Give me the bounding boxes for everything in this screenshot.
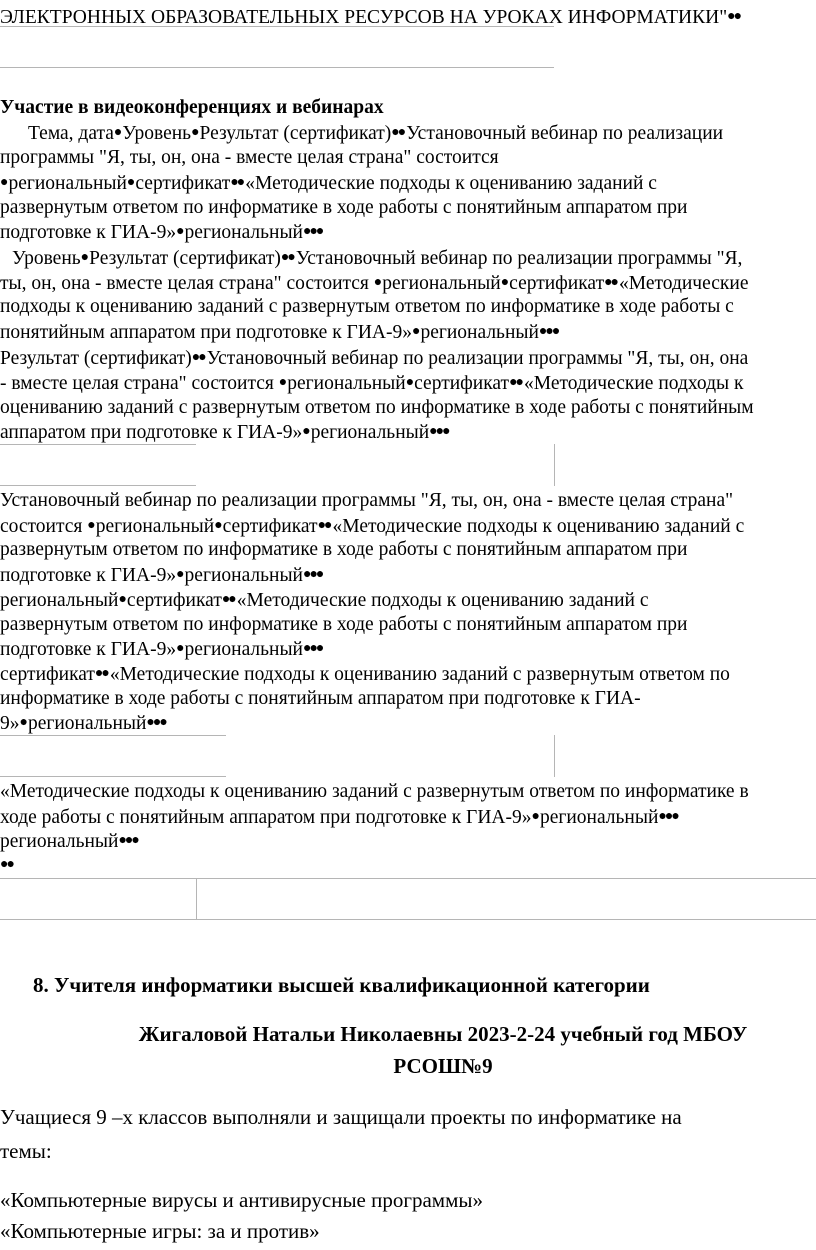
text-line: подготовке к ГИА-9»● региональный●●● [0,639,323,660]
text-line: развернутым ответом по информатике в ходе работы с понятийным аппаратом при [0,614,688,635]
text-line: ● региональный● сертификат●● «Методические подходы к оцениванию заданий с [0,173,657,194]
text-line: ходе работы с понятийным аппаратом при подготовке к ГИА-9»● региональный●●● [0,807,678,828]
table-rule [0,444,196,445]
table-rule [196,878,197,919]
heading-subtitle: Жигаловой Натальи Николаевны 2023-2-24 учебный год МБОУ [138,1022,748,1046]
text-line: развернутым ответом по информатике в ходе работы с понятийным аппаратом при [0,197,688,218]
text-line: региональный●●● [0,831,138,852]
text-line: сертификат●● «Методические подходы к оцениванию заданий с развернутым ответом по [0,664,730,685]
text-line: оцениванию заданий с развернутым ответом по информатике в ходе работы с понятийным [0,397,754,418]
project-title: «Компьютерные игры: за и против» [0,1219,320,1243]
text-line: ●● [0,857,13,872]
section-heading: Участие в видеоконференциях и вебинарах [0,97,384,118]
text-line: «Методические подходы к оцениванию заданий с развернутым ответом по информатике в [0,781,749,802]
text-line: Установочный вебинар по реализации программы "Я, ты, он, она - вместе целая страна" [0,490,734,511]
table-rule [0,67,554,68]
table-rule [0,919,816,920]
text-line: состоится ● региональный● сертификат●● «Методические подходы к оцениванию заданий с [0,516,745,537]
numbered-heading: 8. Учителя информатики высшей квалификационной категории [33,973,650,997]
heading-subtitle: РСОШ№9 [393,1054,493,1078]
text-line: региональный● сертификат●● «Методические подходы к оцениванию заданий с [0,590,649,611]
paragraph: темы: [0,1139,52,1163]
table-rule [554,735,555,777]
text-line: ты, он, она - вместе целая страна" состоится ● региональный● сертификат●● «Методические [0,273,749,294]
table-rule [0,735,226,736]
text-line: подготовке к ГИА-9»● региональный●●● [0,565,323,586]
bullet-mark: ●● [727,9,741,24]
paragraph: Учащиеся 9 –х классов выполняли и защищали проекты по информатике на [0,1105,682,1129]
text-line: Результат (сертификат)●● Установочный вебинар по реализации программы "Я, ты, он, она [0,348,749,369]
text-line: - вместе целая страна" состоится ● региональный● сертификат●● «Методические подходы к [0,373,744,394]
text-line: 9»● региональный●●● [0,713,166,734]
text-line: программы "Я, ты, он, она - вместе целая страна" состоится [0,147,499,168]
project-title: «Компьютерные вирусы и антивирусные программы» [0,1188,483,1212]
text-line: подготовке к ГИА-9»● региональный●●● [0,222,323,243]
text-line: Тема, дата● Уровень● Результат (сертификат)●● Установочный вебинар по реализации [28,123,724,144]
table-rule [0,878,816,879]
text-line: понятийным аппаратом при подготовке к ГИА-9»● региональный●●● [0,322,559,343]
text-line: информатике в ходе работы с понятийным аппаратом при подготовке к ГИА- [0,688,641,709]
table-rule [0,776,226,777]
table-rule [0,26,554,27]
text-line: аппаратом при подготовке к ГИА-9»● региональный●●● [0,422,449,443]
table-rule [0,485,196,486]
text-line: развернутым ответом по информатике в ходе работы с понятийным аппаратом при [0,539,688,560]
text-line: подходы к оцениванию заданий с развернутым ответом по информатике в ходе работы с [0,296,734,317]
document-top-title: ЭЛЕКТРОННЫХ ОБРАЗОВАТЕЛЬНЫХ РЕСУРСОВ НА УРОКАХ ИНФОРМАТИКИ"●● [0,7,741,28]
table-rule [554,444,555,486]
text-line: Уровень● Результат (сертификат)●● Установочный вебинар по реализации программы "Я, [12,248,743,269]
